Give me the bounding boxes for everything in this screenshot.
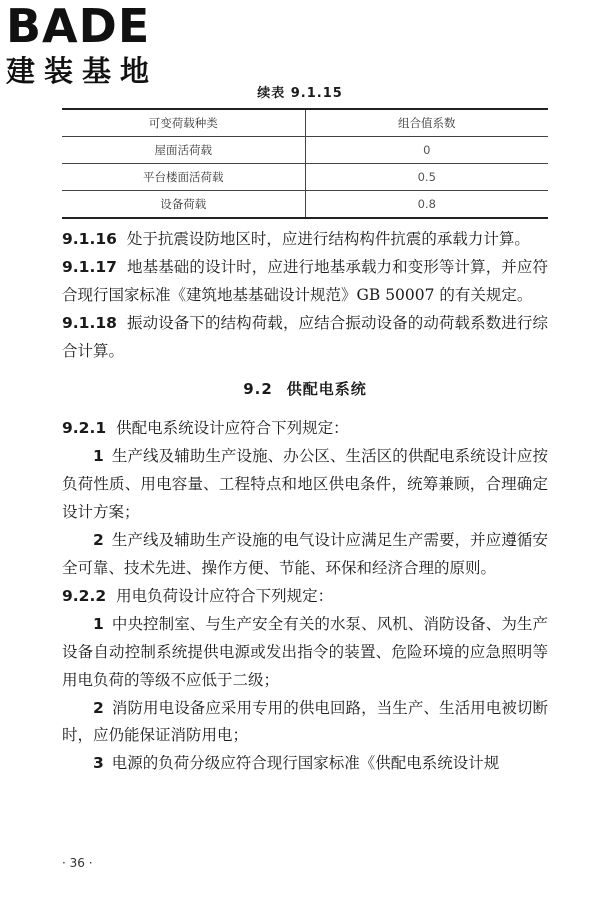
load-combination-table	[62, 108, 548, 219]
section-heading	[62, 376, 548, 404]
coefficient-cell: 0.8	[305, 191, 548, 219]
column-header-coefficient: 组合值系数	[305, 109, 548, 137]
item-text: 消防用电设备应采用专用的供电回路，当生产、生活用电被切断时，应仍能保证消防用电；	[62, 698, 548, 745]
item-number: 3	[93, 754, 104, 773]
table-header-row	[62, 109, 548, 137]
clause-9-1-18	[62, 310, 548, 366]
clause-text: 用电负荷设计应符合下列规定：	[116, 586, 334, 605]
table-caption: 续表 9.1.15	[257, 86, 343, 101]
section-number: 9.2	[243, 379, 273, 398]
item-number: 2	[93, 698, 104, 717]
list-item	[62, 750, 548, 778]
clause-text: 处于抗震设防地区时，应进行结构构件抗震的承载力计算。	[126, 230, 530, 248]
clause-9-1-17	[62, 254, 548, 310]
clause-9-2-2	[62, 583, 548, 611]
item-text: 生产线及辅助生产设施、办公区、生活区的供配电系统设计应按负荷性质、用电容量、工程特点和地区供电条件，统筹兼顾，合理确定设计方案；	[62, 447, 548, 522]
clause-number: 9.1.17	[62, 257, 117, 276]
table-row	[62, 137, 548, 164]
clause-text: 供配电系统设计应符合下列规定：	[116, 419, 349, 438]
item-text: 电源的负荷分级应符合现行国家标准《供配电系统设计规	[111, 754, 500, 773]
coefficient-cell: 0.5	[305, 164, 548, 191]
item-number: 2	[93, 531, 104, 550]
list-item	[62, 527, 548, 583]
page-number: · 36 ·	[62, 856, 93, 870]
clause-9-2-1	[62, 415, 548, 443]
item-text: 生产线及辅助生产设施的电气设计应满足生产需要，并应遵循安全可靠、技术先进、操作方便、节能、环保和经济合理的原则。	[62, 531, 548, 577]
clause-number: 9.1.18	[62, 313, 117, 332]
list-item	[62, 443, 548, 527]
clause-9-1-16	[62, 226, 548, 254]
clause-number: 9.2.2	[62, 586, 107, 605]
list-item	[62, 611, 548, 695]
logo-wordmark: BADE	[6, 0, 151, 53]
brand-logo	[6, 2, 176, 90]
item-number: 1	[93, 614, 104, 633]
clause-text: 振动设备下的结构荷载，应结合振动设备的动荷载系数进行综合计算。	[62, 313, 548, 360]
item-text: 中央控制室、与生产安全有关的水泵、风机、消防设备、为生产设备自动控制系统提供电源或发出指令的装置、危险环境的应急照明等用电负荷的等级不应低于二级；	[62, 614, 548, 689]
logo-chinese-name: 建装基地	[6, 54, 159, 88]
list-item	[62, 695, 548, 751]
table-row	[62, 164, 548, 191]
load-type-cell: 设备荷载	[62, 191, 305, 219]
column-header-load-type: 可变荷载种类	[62, 109, 305, 137]
clause-number: 9.2.1	[62, 419, 107, 438]
table-row	[62, 191, 548, 219]
load-type-cell: 平台楼面活荷载	[62, 164, 305, 191]
section-title: 供配电系统	[286, 379, 367, 398]
clause-text: 地基基础的设计时，应进行地基承载力和变形等计算，并应符合现行国家标准《建筑地基基础设计规范》GB 50007 的有关规定。	[62, 257, 548, 304]
clause-number: 9.1.16	[62, 230, 117, 248]
document-body	[62, 226, 548, 778]
load-type-cell: 屋面活荷载	[62, 137, 305, 164]
coefficient-cell: 0	[305, 137, 548, 164]
item-number: 1	[93, 447, 104, 466]
